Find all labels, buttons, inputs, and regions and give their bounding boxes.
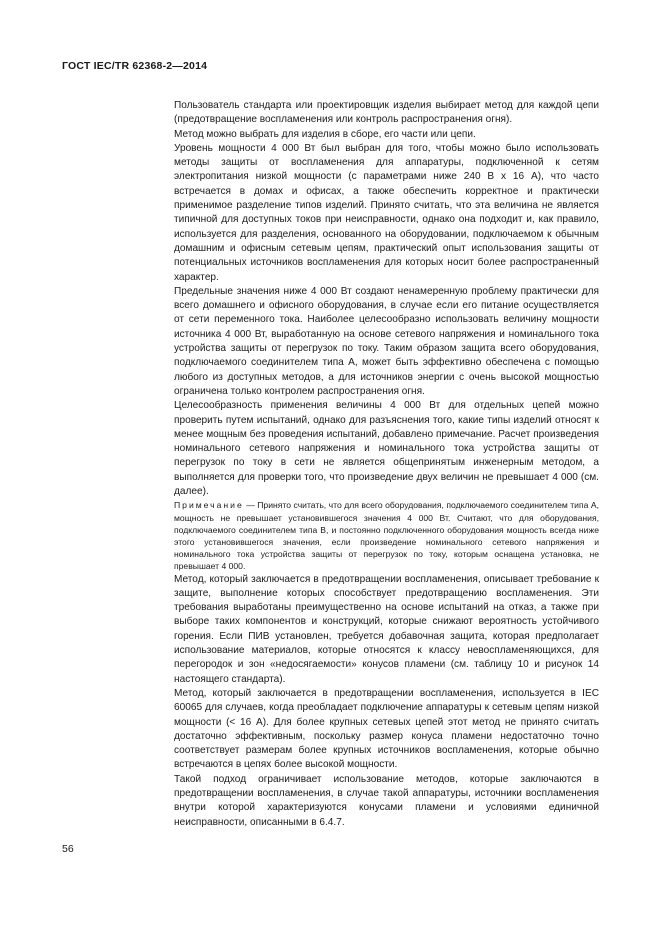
- paragraph: Предельные значения ниже 4 000 Вт создают ненамеренную проблему практически для всего домашнего и офисного оборудования, в случае если его питание осуществляется от сети переменного тока. Наиболее целесообразно использовать величину мощности источника 4 000 Вт, выработанную на основе сетевого напряжения и номинального тока устройства защиты от перегрузок по току. Таким образом защита всего оборудования, подключаемого соединителем типа А, может быть эффективно обеспечена с помощью любого из доступных методов, а для источников энергии с очень высокой мощностью ограничена только контролем распространения огня.: [174, 285, 599, 397]
- paragraph: Метод, который заключается в предотвращении воспламенения, используется в IEC 60065 для случаев, когда преобладает подключение аппаратуры к сетевым цепям низкой мощности (< 16 А). Для более крупных сетевых цепей этот метод не принято считать достаточно эффективным, поскольку размер конуса пламени недостаточно точно соответствует размерам более крупных источников воспламенения, которые обычно встречаются в цепях более высокой мощности.: [174, 687, 599, 771]
- note-label: Примечание: [174, 500, 244, 511]
- note-text: — Принято считать, что для всего оборудования, подключаемого соединителем типа А, мощность не превышает установившегося значения 4 000 Вт. Считают, что для оборудования, подключаемого соединителем типа В, и постоянно подключенного оборудования мощность всегда ниже этого установившегося значения, если произведение номинального сетевого напряжения и номинального тока устройства защиты от перегрузок по току, которым оснащена установка, не превышает 4 000.: [174, 500, 599, 572]
- paragraph: Такой подход ограничивает использование методов, которые заключаются в предотвращении воспламенения, в случае такой аппаратуры, источники воспламенения внутри которой характеризуются конусами пламени и условиями единичной неисправности, описанными в 6.4.7.: [174, 773, 599, 828]
- note-block: [174, 499, 599, 572]
- paragraph: Уровень мощности 4 000 Вт был выбран для того, чтобы можно было использовать методы защиты от воспламенения для аппаратуры, подключенной к сетям электропитания низкой мощности (с параметрами ниже 240 В x 16 А), что часто встречается в домах и офисах, а также обеспечить корректное и практически применимое разделение типов изделий. Принято считать, что эта величина не является типичной для доступных токов при неисправности, однако она подходит и, как правило, используется для разделения, основанного на оборудовании, подключаемом к обычным домашним и офисным сетевым цепям, практический опыт использования защиты от потенциальных источников воспламенения для которых носит более распространенный характер.: [174, 142, 599, 283]
- document-header: ГОСТ IEC/TR 62368-2—2014: [62, 60, 208, 72]
- main-text: [174, 99, 599, 830]
- page-number: 56: [62, 843, 74, 855]
- paragraph: Целесообразность применения величины 4 000 Вт для отдельных цепей можно проверить путем испытаний, однако для разъяснения того, какие типы изделий относят к менее мощным без проведения испытаний, добавлено примечание. Расчет произведения номинального сетевого напряжения и номинального тока устройства защиты от перегрузок по току в сети не является общепринятым инженерным методом, а выполняется для проверки того, что произведение двух величин не превышает 4 000 (см. далее).: [174, 400, 599, 498]
- paragraph: Метод можно выбрать для изделия в сборе, его части или цепи.: [174, 128, 476, 140]
- paragraph: Пользователь стандарта или проектировщик изделия выбирает метод для каждой цепи (предотвращение воспламенения или контроль распространения огня).: [174, 100, 599, 126]
- paragraph: Метод, который заключается в предотвращении воспламенения, описывает требование к защите, выполнение которых способствует предотвращению воспламенения. Эти требования выработаны преимущественно на основе испытаний на отказ, а также при выборе таких компонентов и конструкций, которые снижают вероятность устойчивого горения. Если ПИВ установлен, требуется добавочная защита, которая предполагает использование материалов, которые относятся к классу невоспламеняющихся, для перегородок и зон «недосягаемости» конусов пламени (см. таблицу 10 и рисунок 14 настоящего стандарта).: [174, 573, 599, 685]
